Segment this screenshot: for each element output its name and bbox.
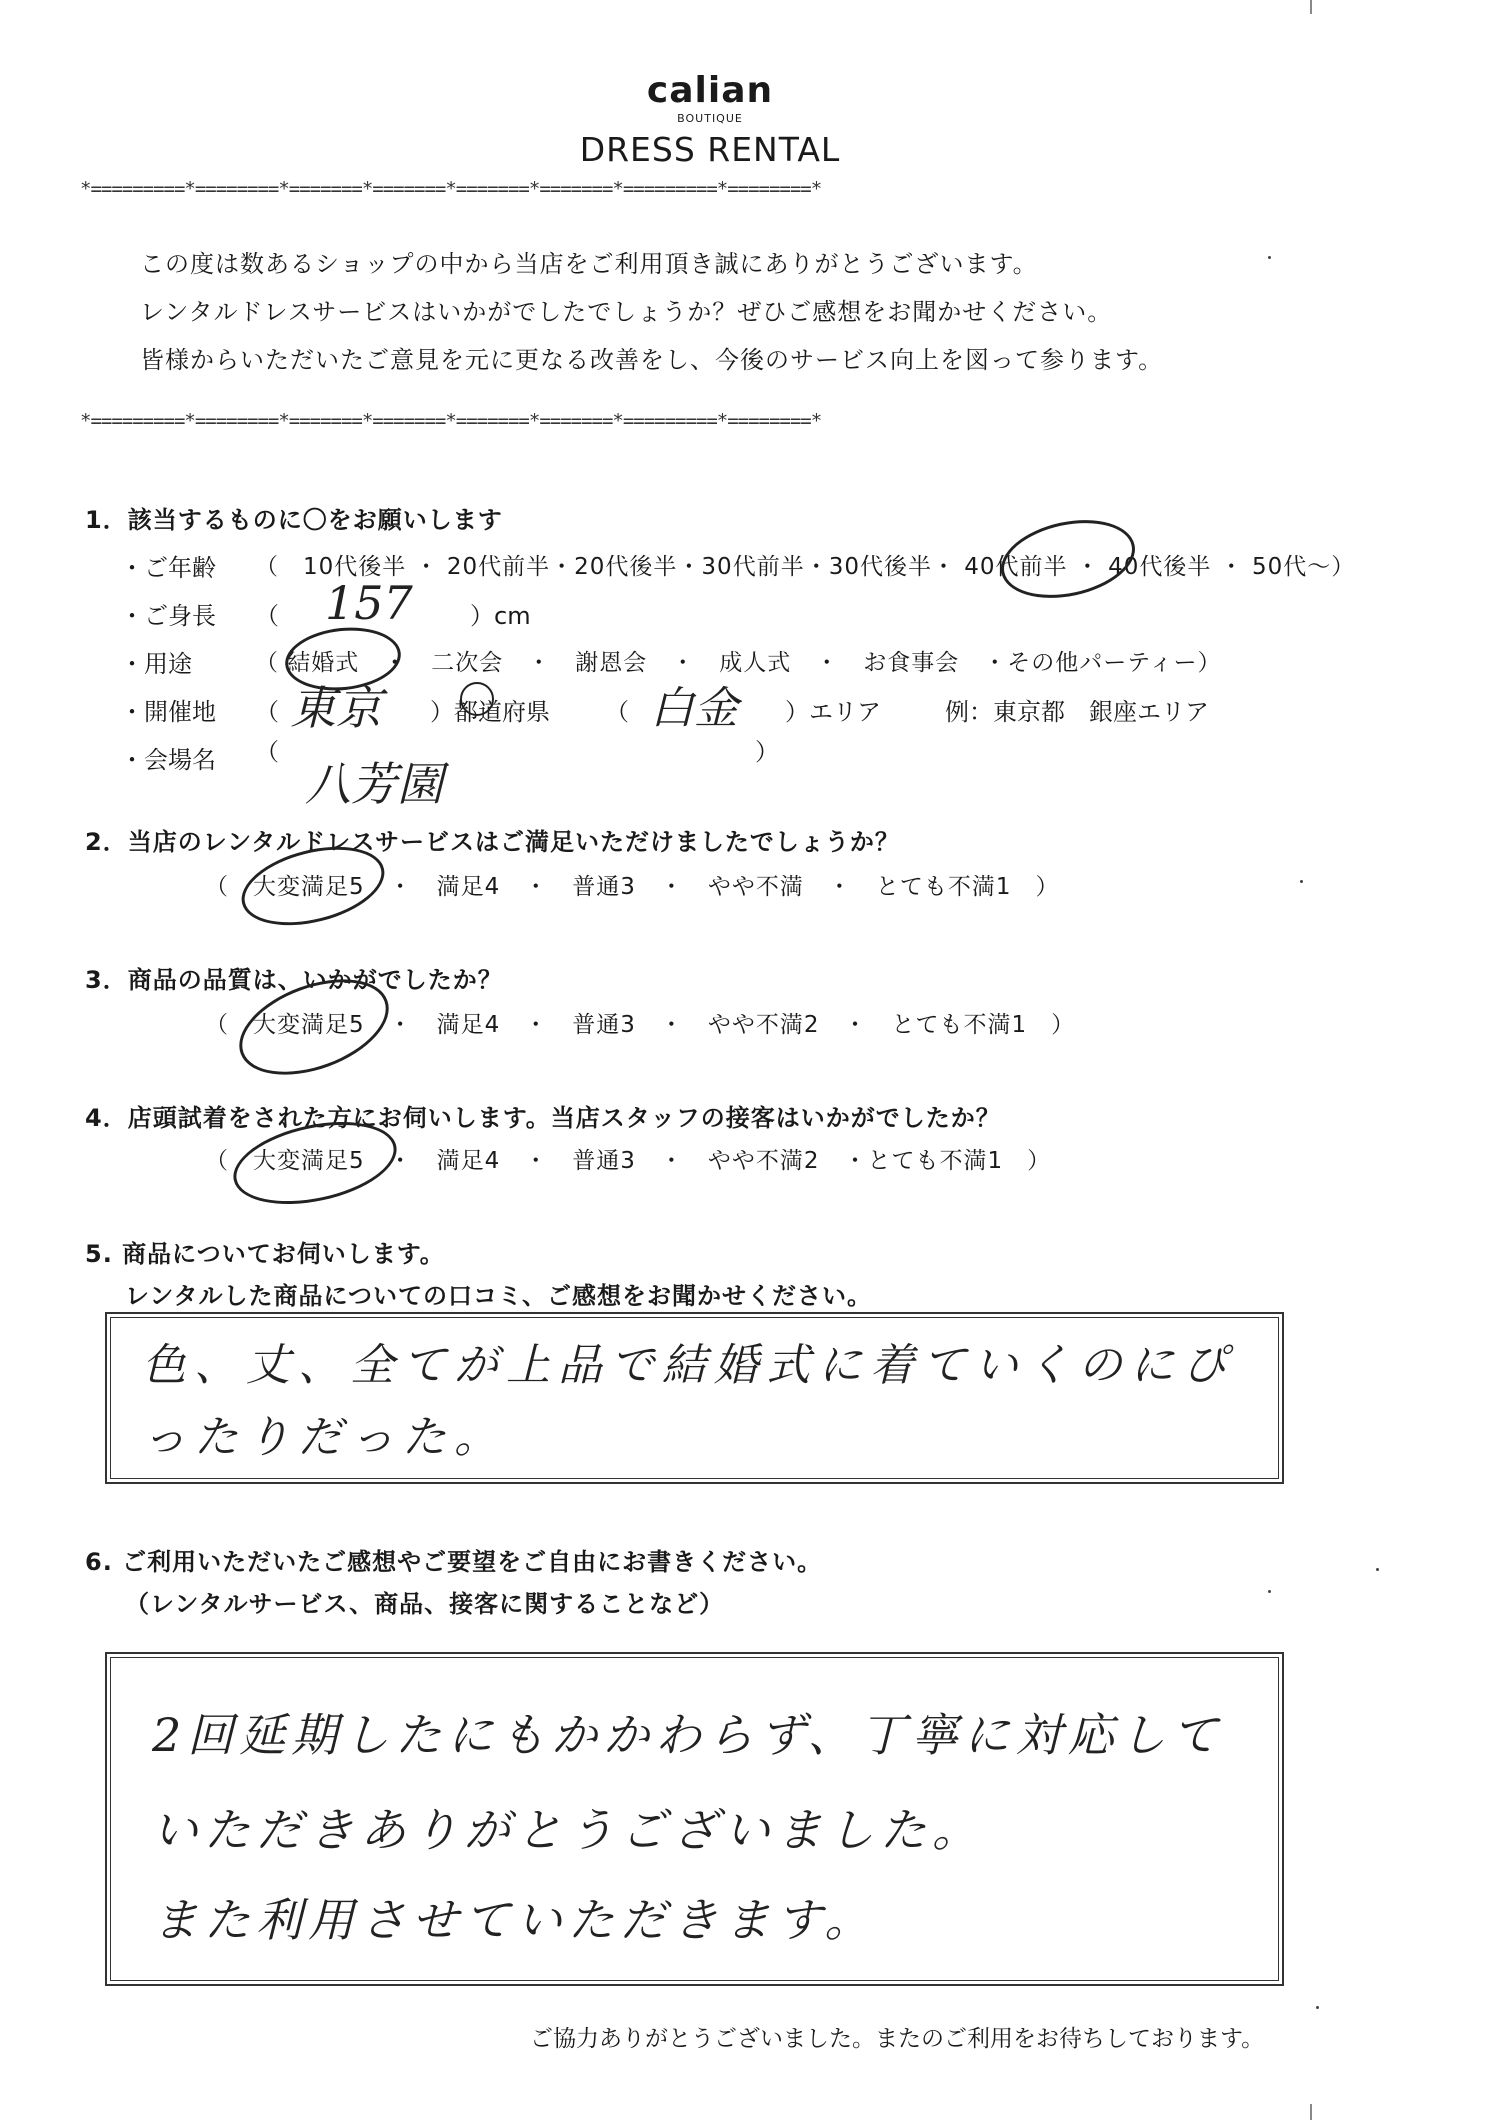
venue-label: ・開催地 — [120, 698, 216, 726]
q5-subtitle: レンタルした商品についての口コミ、ご感想をお聞かせください。 — [125, 1282, 872, 1310]
q6-answer-box — [105, 1652, 1284, 1986]
hall-handwritten-value: 八芳園 — [305, 757, 443, 811]
area-suffix: ）エリア — [785, 698, 881, 726]
q6-handwritten-line-3: また利用させていただきます。 — [152, 1893, 877, 1947]
closing-message: ご協力ありがとうございました。またのご利用をお待ちしております。 — [530, 2026, 1265, 2052]
intro-line-2: レンタルドレスサービスはいかがでしたでしょうか？ぜひご感想をお聞かせください。 — [140, 298, 1113, 326]
q5-handwritten-answer: 色、丈、全てが上品で結婚式に着ていくのにぴったりだった。 — [142, 1340, 1234, 1463]
q3-options: （ 大変満足5 ・ 満足4 ・ 普通3 ・ やや不満2 ・ とても不満1 ） — [205, 1012, 1076, 1038]
scan-speck — [1316, 2006, 1319, 2009]
prefecture-handwritten-value: 東京 — [290, 681, 382, 735]
scan-speck — [1268, 256, 1271, 259]
venue-open-paren: （ — [255, 698, 279, 726]
age-options: （ 10代後半 ・ 20代前半・20代後半・30代前半・30代後半・ 40代前半 ・ 40代後半 ・ 50代～） — [255, 554, 1356, 580]
top-divider: *=========*========*=======*=======*=======*=======*=========*========* — [80, 178, 822, 200]
q6-subtitle: （レンタルサービス、商品、接客に関することなど） — [125, 1590, 725, 1618]
q1-title: 1．該当するものに〇をお願いします — [85, 506, 503, 534]
height-open-paren: （ — [255, 602, 279, 630]
purpose-label: ・用途 — [120, 650, 192, 678]
prefecture-to-circle — [460, 682, 494, 716]
q5-answer-box — [105, 1312, 1284, 1484]
brand-name: calian — [646, 70, 774, 111]
scan-speck — [1300, 880, 1303, 883]
age-selection-circle — [994, 509, 1142, 610]
q4-title: 4．店頭試着をされた方にお伺いします。当店スタッフの接客はいかがでしたか？ — [85, 1104, 1001, 1132]
purpose-options: （ 結婚式 ・ 二次会 ・ 謝恩会 ・ 成人式 ・ お食事会 ・その他パーティー） — [255, 650, 1222, 676]
bottom-divider: *=========*========*=======*=======*=======*=======*=========*========* — [80, 410, 822, 432]
height-handwritten-value: 157 — [325, 576, 413, 630]
scan-speck — [1268, 1590, 1271, 1593]
scan-edge-mark — [1310, 0, 1312, 14]
brand-subtitle: BOUTIQUE — [677, 112, 743, 125]
area-example: 例：東京都 銀座エリア — [945, 698, 1209, 726]
q4-options: （ 大変満足5 ・ 満足4 ・ 普通3 ・ やや不満2 ・とても不満1 ） — [205, 1148, 1052, 1174]
q5-title: 5. 商品についてお伺いします。 — [85, 1240, 445, 1268]
age-label: ・ご年齢 — [120, 554, 216, 582]
q6-title: 6. ご利用いただいたご感想やご要望をご自由にお書きください。 — [85, 1548, 823, 1576]
q3-title: 3．商品の品質は、いかがでしたか？ — [85, 966, 503, 994]
scan-speck — [1376, 1568, 1379, 1571]
intro-line-3: 皆様からいただいたご意見を元に更なる改善をし、今後のサービス向上を図って参ります。 — [140, 346, 1164, 374]
intro-line-1: この度は数あるショップの中から当店をご利用頂き誠にありがとうございます。 — [140, 250, 1038, 278]
scan-edge-mark — [1310, 2104, 1312, 2120]
height-unit: ）cm — [470, 602, 531, 630]
area-open-paren: （ — [605, 698, 629, 726]
q6-handwritten-line-1: 2回延期したにもかかわらず、丁寧に対応して — [152, 1708, 1224, 1762]
height-label: ・ご身長 — [120, 602, 216, 630]
q6-handwritten-line-2: いただきありがとうございました。 — [152, 1803, 984, 1857]
q2-options: （ 大変満足5 ・ 満足4 ・ 普通3 ・ やや不満 ・ とても不満1 ） — [205, 874, 1060, 900]
hall-open-paren: （ — [255, 738, 279, 766]
q2-title: 2．当店のレンタルドレスサービスはご満足いただけましたでしょうか？ — [85, 828, 900, 856]
prefecture-suffix: ）都道府県 — [430, 698, 550, 726]
document-title: DRESS RENTAL — [579, 130, 841, 169]
hall-label: ・会場名 — [120, 746, 216, 774]
hall-close-paren: ） — [755, 738, 779, 766]
area-handwritten-value: 白金 — [650, 683, 738, 734]
